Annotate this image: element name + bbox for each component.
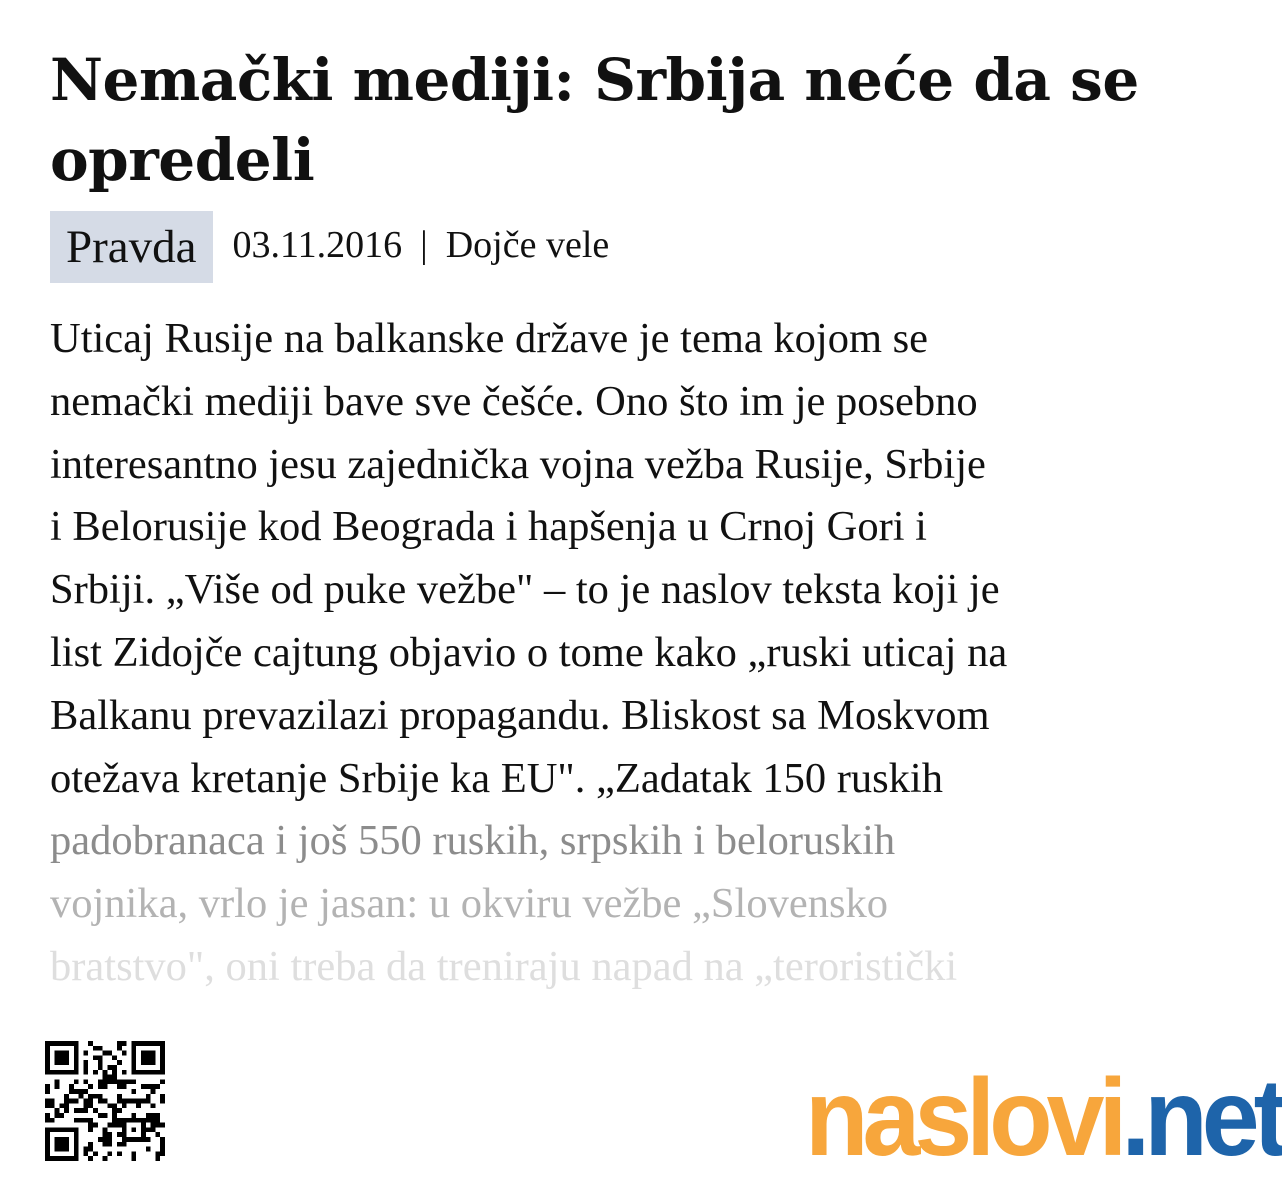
body-line-faded: vojnika, vrlo je jasan: u okviru vežbe „Slovensko: [50, 880, 889, 928]
qr-code-icon[interactable]: [45, 1038, 165, 1164]
article-date: 03.11.2016: [232, 224, 403, 266]
meta-separator: |: [420, 224, 428, 266]
article-title: Nemački mediji: Srbija neće da se opredeli: [50, 46, 1139, 194]
article-body: [50, 308, 1155, 998]
body-line: nemački mediji bave sve češće. Ono što im je posebno: [50, 377, 978, 425]
body-line: Balkanu prevazilazi propagandu. Bliskost sa Moskvom: [50, 691, 990, 739]
naslovi-logo[interactable]: [805, 1057, 1282, 1180]
article-origin: Dojče vele: [445, 224, 610, 266]
body-line: Uticaj Rusije na balkanske države je tema kojom se: [50, 315, 929, 362]
logo-text-naslovi: naslovi: [805, 1057, 1122, 1180]
meta-info: [233, 211, 610, 267]
body-line: Srbiji. „Više od puke vežbe" – to je naslov teksta koji je: [50, 566, 1000, 614]
body-line-faded: bratstvo", oni treba da treniraju napad na „teroristički: [50, 942, 958, 990]
source-badge[interactable]: Pravda: [50, 211, 213, 283]
body-line: i Belorusije kod Beograda i hapšenja u Crnoj Gori i: [50, 503, 927, 551]
body-line: otežava kretanje Srbije ka EU". „Zadatak 150 ruskih: [50, 754, 943, 802]
body-line-faded: padobranaca i još 550 ruskih, srpskih i beloruskih: [50, 817, 896, 865]
body-line: interesantno jesu zajednička vojna vežba Rusije, Srbije: [50, 440, 986, 488]
article-meta: [50, 211, 609, 283]
logo-text-net: .net: [1121, 1057, 1282, 1180]
body-line: list Zidojče cajtung objavio o tome kako „ruski uticaj na: [50, 628, 1008, 676]
